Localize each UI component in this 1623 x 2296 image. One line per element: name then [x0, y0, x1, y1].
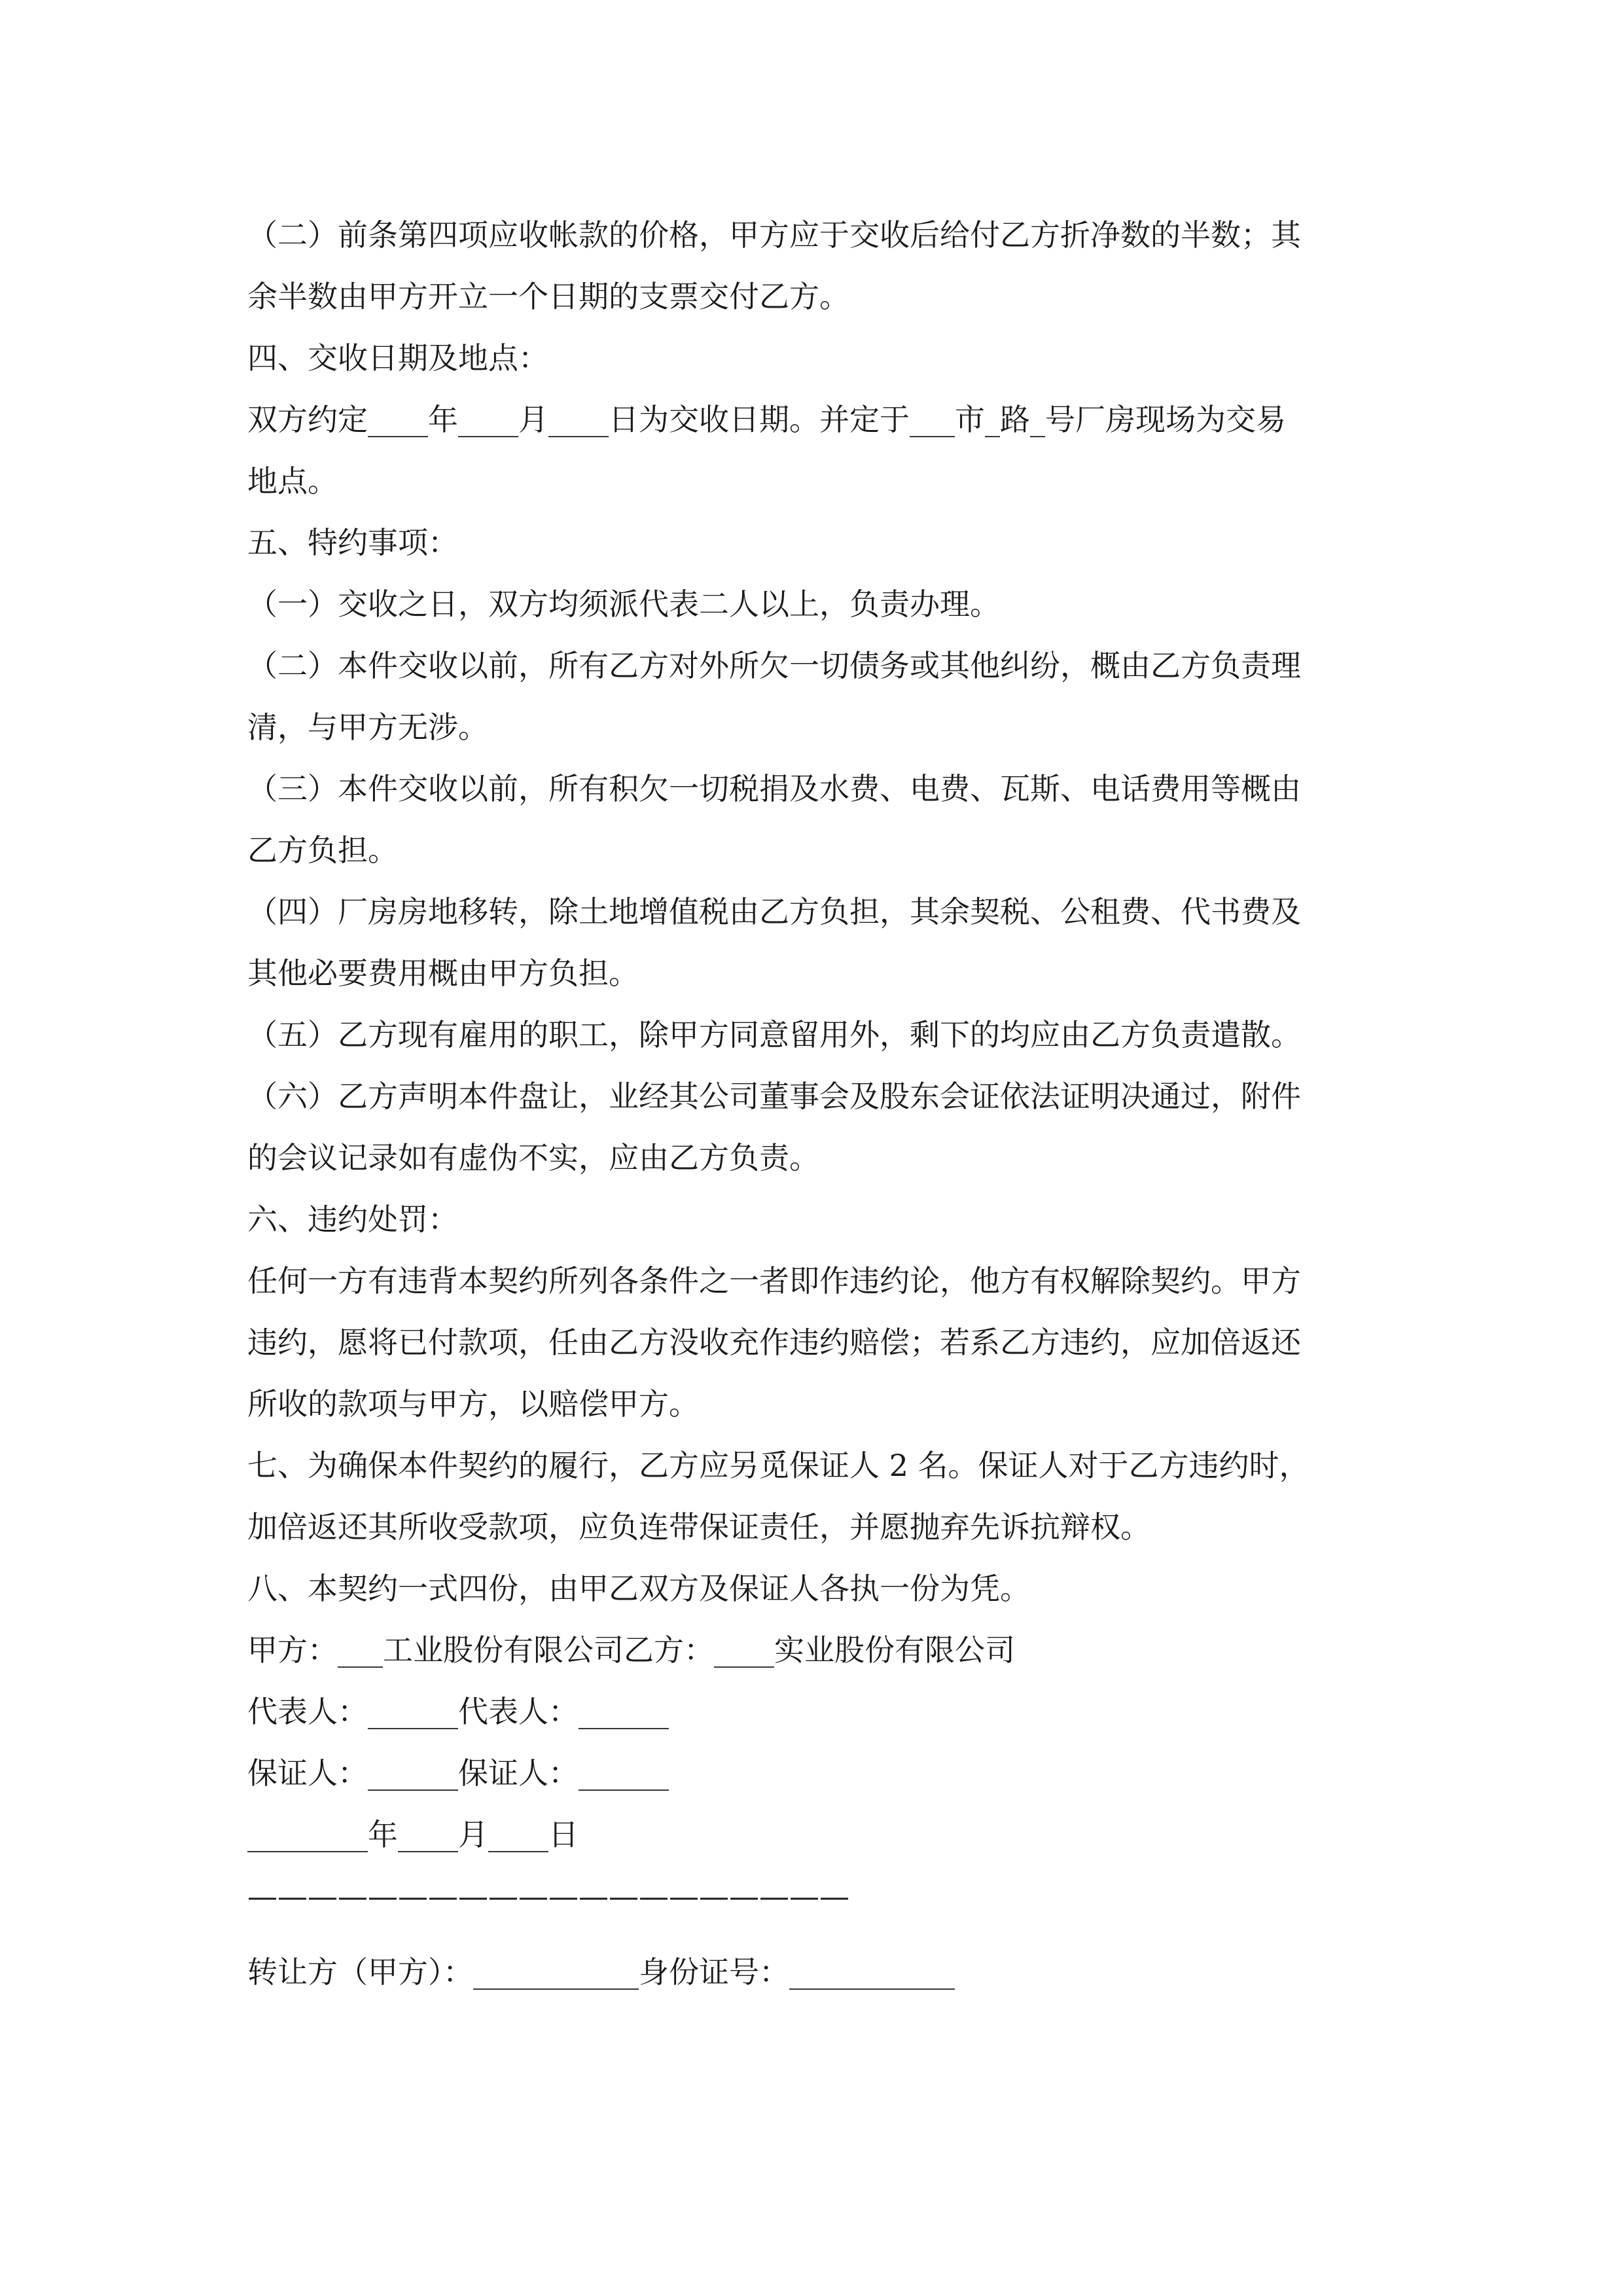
section-4-line-2: 地点。: [247, 463, 338, 499]
clause-5-2-line-2: 清，与甲方无涉。: [247, 709, 488, 745]
clause-5-6-line-2: 的会议记录如有虚伪不实，应由乙方负责。: [247, 1140, 819, 1175]
clause-3-2-line-1: （二）前条第四项应收帐款的价格，甲方应于交收后给付乙方折净数的半数；其: [247, 217, 1301, 253]
clause-5-4-line-1: （四）厂房房地移转，除土地增值税由乙方负担，其余契税、公租费、代书费及: [247, 894, 1301, 929]
clause-5-5: （五）乙方现有雇用的职工，除甲方同意留用外，剩下的均应由乙方负责遣散。: [247, 1017, 1301, 1052]
section-7-line-2: 加倍返还其所收受款项，应负连带保证责任，并愿抛弃先诉抗辩权。: [247, 1509, 1150, 1545]
clause-5-3-line-1: （三）本件交收以前，所有积欠一切税捐及水费、电费、瓦斯、电话费用等概由: [247, 771, 1301, 806]
section-4-heading: 四、交收日期及地点：: [247, 340, 548, 376]
section-6-heading: 六、违约处罚：: [247, 1202, 458, 1237]
separator-line: ————————————————————: [247, 1878, 849, 1914]
party-names: 甲方：___工业股份有限公司乙方：____实业股份有限公司: [247, 1632, 1015, 1668]
section-6-line-2: 违约，愿将已付款项，任由乙方没收充作违约赔偿；若系乙方违约，应加倍返还: [247, 1325, 1301, 1360]
section-4-line-1: 双方约定____年____月____日为交收日期。并定于___市_路_号厂房现场为交易: [247, 402, 1286, 437]
representatives: 代表人：______代表人：______: [247, 1694, 669, 1729]
clause-3-2-line-2: 余半数由甲方开立一个日期的支票交付乙方。: [247, 279, 849, 314]
guarantors: 保证人：______保证人：______: [247, 1755, 669, 1791]
clause-5-4-line-2: 其他必要费用概由甲方负担。: [247, 956, 639, 991]
section-6-line-1: 任何一方有违背本契约所列各条件之一者即作违约论，他方有权解除契约。甲方: [247, 1263, 1301, 1299]
clause-5-6-line-1: （六）乙方声明本件盘让，业经其公司董事会及股东会证依法证明决通过，附件: [247, 1079, 1301, 1114]
section-8: 八、本契约一式四份，由甲乙双方及保证人各执一份为凭。: [247, 1571, 1030, 1606]
section-6-line-3: 所收的款项与甲方，以赔偿甲方。: [247, 1386, 699, 1422]
signing-date: ________年____月____日: [247, 1817, 579, 1852]
contract-body: [247, 204, 1393, 2003]
clause-5-1: （一）交收之日，双方均须派代表二人以上，负责办理。: [247, 586, 1000, 622]
clause-5-2-line-1: （二）本件交收以前，所有乙方对外所欠一切债务或其他纠纷，概由乙方负责理: [247, 648, 1301, 683]
section-5-heading: 五、特约事项：: [247, 525, 458, 560]
transferor-id-line: 转让方（甲方）：___________身份证号：___________: [247, 1954, 955, 1990]
section-7-line-1: 七、为确保本件契约的履行，乙方应另觅保证人 2 名。保证人对于乙方违约时，: [247, 1448, 1310, 1483]
spacer: [247, 1927, 1393, 1941]
clause-5-3-line-2: 乙方负担。: [247, 833, 398, 868]
